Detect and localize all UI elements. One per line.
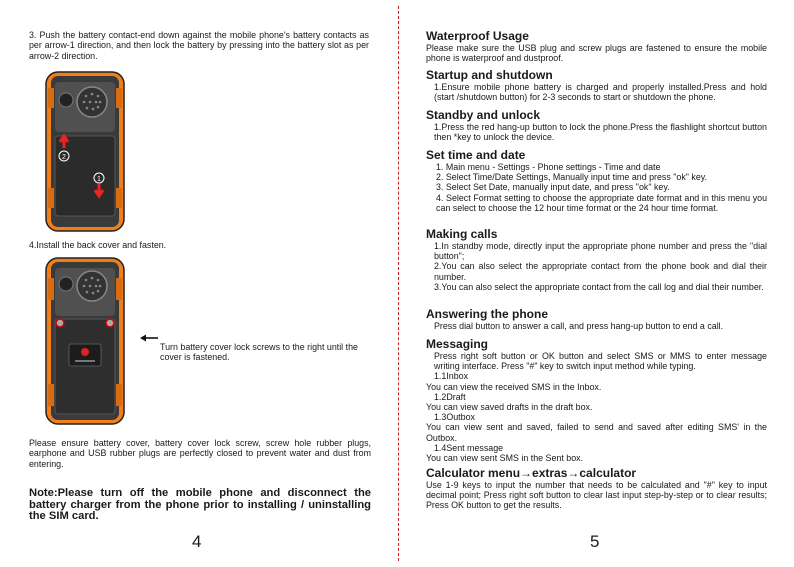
page-number-left: 4 (192, 532, 202, 551)
cover-screw-callout: Turn battery cover lock screws to the right until the cover is fastened. (160, 341, 358, 363)
page-divider (398, 6, 399, 561)
section-startup (426, 69, 767, 102)
section-standby (426, 109, 767, 142)
section-body: 1.Ensure mobile phone battery is charged and properly installed.Press and hold (start /shutdown button) for 2-3 seconds to start or shutdown the phone. (434, 82, 767, 103)
section-heading: Answering the phone (426, 307, 549, 321)
section-body: Please make sure the USB plug and screw plugs are fastened to ensure the mobile phone is waterproof and dustproof. (426, 43, 767, 64)
list-item: You can view sent and saved, failed to send and saved after editing SMS' in the Outbox. (426, 422, 767, 443)
list-item: 2. Select Time/Date Settings, Manually input time and press "ok" key. (436, 172, 708, 183)
section-heading: Set time and date (426, 148, 526, 162)
section-heading: Waterproof Usage (426, 29, 529, 43)
ensure-sealed-text: Please ensure battery cover, battery cover lock screw, screw hole rubber plugs, earphone and USB rubber plugs are perfectly closed to prevent water and dust from entering. (29, 438, 371, 469)
section-heading: Calculator menu→extras→calculator (426, 466, 637, 480)
section-answering (426, 308, 767, 331)
section-heading: Startup and shutdown (426, 68, 553, 82)
list-item: 3.You can also select the appropriate contact from the call log and dial their number. (434, 281, 764, 292)
section-heading: Messaging (426, 337, 489, 351)
section-body: 1.Press the red hang-up button to lock the phone.Press the flashlight shortcut button then *key to unlock the device. (434, 122, 767, 143)
section-making-calls (426, 228, 767, 292)
back-cover-figure (44, 256, 126, 426)
section-heading: Making calls (426, 227, 498, 241)
section-body: Use 1-9 keys to input the number that needs to be calculated and "#" key to input decimal point; Press right soft button to clear last input step-by-step or to clear results; Press OK button to get the results. (426, 480, 767, 511)
right-page (402, 0, 794, 567)
section-waterproof (426, 30, 767, 63)
section-body: Press dial button to answer a call, and press hang-up button to end a call. (434, 321, 724, 331)
list-item: 1.1Inbox (434, 371, 469, 382)
list-item: 1.In standby mode, directly input the appropriate phone number and press the "dial button"; (434, 241, 767, 262)
list-item: You can view saved drafts in the draft box. (426, 402, 593, 413)
section-messaging (426, 338, 767, 463)
section-heading: Standby and unlock (426, 108, 541, 122)
page-number-right: 5 (590, 532, 600, 551)
list-item: 4. Select Format setting to choose the appropriate date format and in this menu you can select to choose the 12 hour time format or the 24 hour time format. (436, 192, 767, 213)
section-time-date (426, 149, 767, 213)
sim-card-note: Note:Please turn off the mobile phone and disconnect the battery charger from the phone prior to installing / uninstalling the SIM card. (29, 487, 371, 523)
list-item: 3. Select Set Date, manually input date, and press "ok" key. (436, 182, 670, 193)
list-item: 2.You can also select the appropriate contact from the phone book and dial their number. (434, 261, 767, 282)
list-item: You can view sent SMS in the Sent box. (426, 453, 584, 464)
step-3-text: 3. Push the battery contact-end down against the mobile phone's battery contacts as per arrow-1 direction, and then lock the battery by pressing into the battery slot as per arrow-2 direction. (29, 30, 369, 61)
list-item: 1.3Outbox (434, 412, 475, 423)
battery-insertion-figure (44, 70, 126, 233)
list-item: 1.2Draft (434, 391, 466, 402)
list-item: 1. Main menu - Settings - Phone settings - Time and date (436, 162, 661, 172)
section-body: Press right soft button or OK button and select SMS or MMS to enter message writing interface. Press "#" key to switch input method while typing. (434, 351, 767, 372)
section-calculator (426, 467, 767, 511)
step-4-text: 4.Install the back cover and fasten. (29, 240, 167, 250)
arrow-left-icon (140, 334, 158, 342)
arrow-1-label: 1 (97, 176, 101, 183)
list-item: You can view the received SMS in the Inbox. (426, 381, 602, 392)
left-page (0, 0, 396, 567)
list-item: 1.4Sent message (434, 442, 504, 453)
arrow-2-label: 2 (62, 154, 66, 161)
